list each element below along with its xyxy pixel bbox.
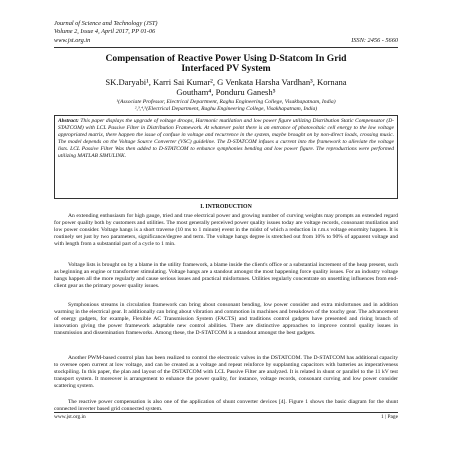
footer-website[interactable]: www.jst.org.in	[54, 414, 86, 420]
abstract-text: This paper displays the upgrade of voltage droops, Harmonic mutilation and low power figure utilizing Distribution Static Compensator (D-STATCOM) with LCL Passive Filter in Distribution Framework. At whatever point there is an entrance of photovoltaic cell energy to the low voltage appropriated matrix, there happen the issue of confuse in voltage and recurrence in the system, maybe brought on by non-direct loads, crossing music. The model depends on the Voltage Source Converter (VSC) guideline. The D-STATCOM infuses a current into the framework to alleviate the voltage lists. LCL Passive Filter Was then added to D-STATCOM to enhance symphonies bending and low power figure. The reproductions were performed utilizing MATLAB SIMULINK.	[58, 118, 395, 159]
author-list	[70, 77, 382, 98]
authors-line-2: Goutham⁴, Ponduru Ganesh⁵	[176, 87, 276, 98]
paper-title	[60, 54, 392, 75]
page-number: 1 | Page	[381, 414, 398, 420]
affiliation-2: ²,³,⁴,⁵(Electrical Department, Raghu Engineering College, Visakhapatnam, India)	[134, 105, 318, 112]
affiliation-1: ¹(Associate Professor, Electrical Department, Raghu Engineering College, Visakhapatnam, India)	[116, 99, 336, 105]
header-rule	[54, 47, 398, 48]
footer-rule	[54, 412, 398, 413]
paragraph-1: An extending enthusiasm for high gauge, tried and true electrical power and growing number of curving weights may prompts an extended regard for power quality both by customers and utilities. The most generally perceived power quality issues today are voltage records, consonant mutilation and low power consider. Voltage hangs is a short traverse (10 ms to 1 minute) event in the midst of which a reduction in r.m.s voltage enormity happen. It is routinely set just by two parameters, significance/degree and term. The voltage hangs degree is stretched out from 10% to 90% of apparent voltage and with length from a substantial part of a cycle to 1 min.	[54, 213, 398, 247]
authors-line-1: SK.Daryabi¹, Karri Sai Kumar², G Venkata Harsha Vardhan³, Kornana	[105, 77, 347, 87]
paragraph-2: Voltage lists is brought on by a blame in the utility framework, a blame inside the client's office or a substantial increment of the heap present, such as beginning an engine or transformer stimulating. Voltage hangs are a standout amongst the most happening force quality issues. For an industry voltage hangs happen all the more regularly and cause serious issues and practical misfortunes. Utilities regularly concentrate on unsettling influences from end-client gear as the primary power quality issues.	[54, 262, 398, 289]
journal-name: Journal of Science and Technology (JST)	[54, 20, 158, 27]
paragraph-3: Symphonious streams in circulation framework can bring about consonant bending, low power consider and extra misfortunes and in addition warming in the electrical gear. It additionally can bring about vibration and commotion in machines and breakdown of the touchy gear. The advancement of energy gadgets, for example, Flexible AC Transmission System (FACTS) and traditions control gadgets have presented and rising branch of innovation giving the power framework adaptable new control abilities. There are distinctive approaches to improve control quality issues in transmission and dissemination frameworks. Among these, the D-STATCOM is a standout amongst the best gadgets.	[54, 302, 398, 336]
abstract-box	[54, 115, 398, 199]
issn-label: ISSN: 2456 - 5660	[351, 37, 398, 44]
section-heading: I. INTRODUCTION	[200, 204, 252, 210]
abstract-label: Abstract:	[58, 118, 79, 124]
journal-volume: Volume 2, Issue 4, April 2017, PP 01-06	[54, 28, 156, 35]
journal-website[interactable]: www.jst.org.in	[54, 37, 91, 44]
paragraph-5: The reactive power compensation is also one of the application of shunt converter devices [4]. Figure 1 shows the basic diagram for the shunt connected inverter based grid connected system.	[54, 399, 398, 412]
title-line-1: Compensation of Reactive Power Using D-Statcom In Grid	[105, 53, 347, 64]
title-line-2: Interfaced PV System	[181, 63, 271, 75]
paragraph-4: Another PWM-based control plan has been realized to control the electronic valves in the DSTATCOM. The D-STATCOM has additional capacity to oversee open current at low voltage, and can be created as a voltage and repeat reinforce by supplanting capacitors with batteries as imperativeness stockpiling. In this paper, the plan and layout of the DSTATCOM with LCL Passive Filter are analyzed. It is related in shunt or parallel to the 11 kV test transport system. It moreover is arrangement to enhance the power quality, for instance, voltage records, consonant curving and low power consider scattering system.	[54, 355, 398, 389]
affiliations	[70, 99, 382, 113]
